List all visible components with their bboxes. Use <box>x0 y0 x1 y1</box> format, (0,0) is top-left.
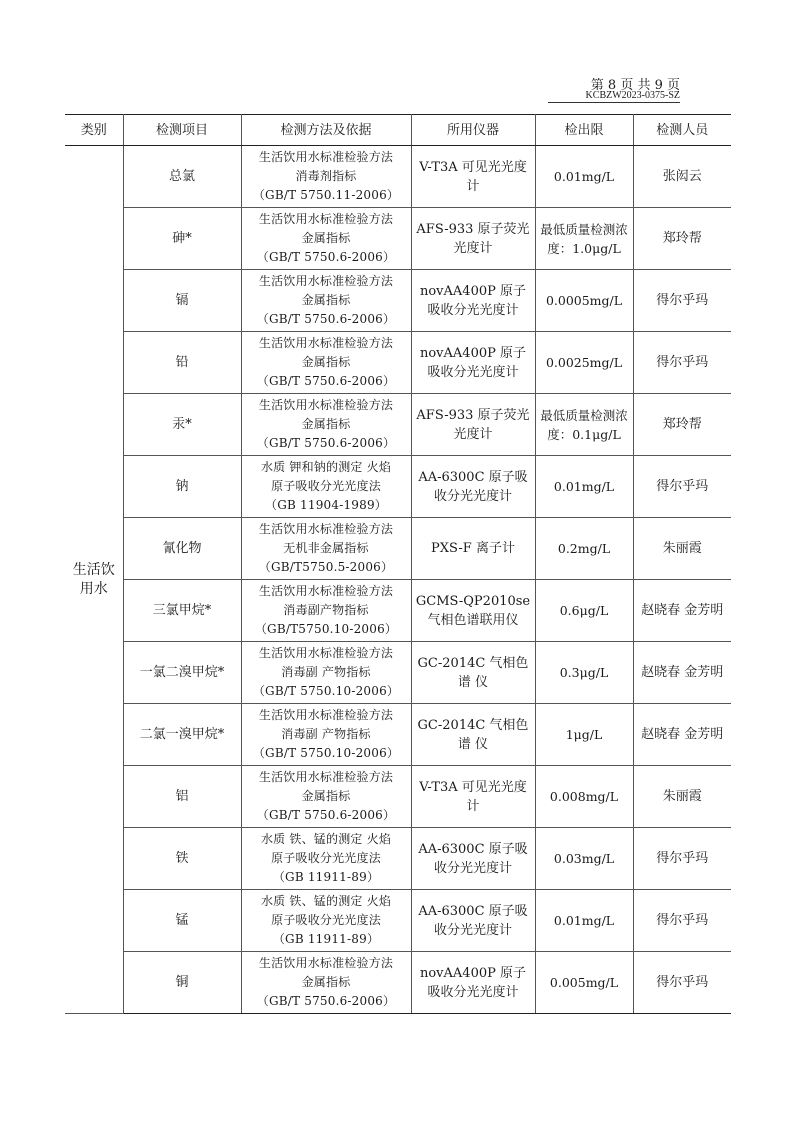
method-line: 生活饮用水标准检验方法 <box>258 770 394 784</box>
category-cell: 生活饮用水 <box>65 146 123 1014</box>
staff-cell: 赵晓春 金芳明 <box>633 704 731 766</box>
instrument-cell: PXS-F 离子计 <box>411 518 535 580</box>
limit-cell: 0.01mg/L <box>535 146 633 208</box>
item-cell: 汞* <box>123 394 241 456</box>
table-row <box>65 952 731 1014</box>
item-cell: 铅 <box>123 332 241 394</box>
method-line: 金属指标 <box>301 231 351 245</box>
limit-cell: 0.005mg/L <box>535 952 633 1014</box>
instrument-cell: novAA400P 原子吸收分光光度计 <box>411 952 535 1014</box>
method-cell <box>241 394 411 456</box>
staff-cell: 赵晓春 金芳明 <box>633 580 731 642</box>
test-results-table <box>65 114 731 1014</box>
instrument-cell: AA-6300C 原子吸收分光光度计 <box>411 828 535 890</box>
table-row <box>65 394 731 456</box>
method-line: （GB 11911-89） <box>272 870 380 884</box>
method-line: 生活饮用水标准检验方法 <box>258 956 394 970</box>
method-line: 原子吸收分光光度法 <box>271 479 381 493</box>
column-header: 检测人员 <box>633 115 731 146</box>
item-cell: 一氯二溴甲烷* <box>123 642 241 704</box>
page-number: 第 8 页 共 9 页 <box>590 78 680 93</box>
column-header: 类别 <box>65 115 123 146</box>
staff-cell: 张闳云 <box>633 146 731 208</box>
method-line: （GB 11904-1989） <box>265 498 387 512</box>
instrument-cell: AA-6300C 原子吸收分光光度计 <box>411 890 535 952</box>
method-cell <box>241 332 411 394</box>
instrument-cell: novAA400P 原子吸收分光光度计 <box>411 270 535 332</box>
instrument-cell: AFS-933 原子荧光光度计 <box>411 394 535 456</box>
method-line: 无机非金属指标 <box>283 541 369 555</box>
method-line: 水质 铁、锰的测定 火焰 <box>260 894 392 908</box>
item-cell: 三氯甲烷* <box>123 580 241 642</box>
method-line: （GB/T 5750.10-2006） <box>252 746 400 760</box>
table-row <box>65 766 731 828</box>
method-cell <box>241 208 411 270</box>
table-row <box>65 270 731 332</box>
method-line: 金属指标 <box>301 975 351 989</box>
method-line: （GB/T 5750.6-2006） <box>256 374 396 388</box>
instrument-cell: GCMS-QP2010se 气相色谱联用仪 <box>411 580 535 642</box>
limit-cell: 最低质量检测浓度：1.0μg/L <box>535 208 633 270</box>
method-line: 水质 钾和钠的测定 火焰 <box>260 460 392 474</box>
staff-cell: 郑玲帮 <box>633 394 731 456</box>
method-cell <box>241 642 411 704</box>
table-row <box>65 580 731 642</box>
method-line: 消毒剂指标 <box>295 169 357 183</box>
table-row <box>65 704 731 766</box>
staff-cell: 得尔乎玛 <box>633 890 731 952</box>
instrument-cell: novAA400P 原子吸收分光光度计 <box>411 332 535 394</box>
method-cell <box>241 704 411 766</box>
method-line: 消毒副产物指标 <box>283 603 369 617</box>
method-line: 原子吸收分光光度法 <box>271 851 381 865</box>
staff-cell: 得尔乎玛 <box>633 828 731 890</box>
table-row <box>65 332 731 394</box>
limit-cell: 0.03mg/L <box>535 828 633 890</box>
staff-cell: 得尔乎玛 <box>633 270 731 332</box>
limit-cell: 0.0025mg/L <box>535 332 633 394</box>
method-line: （GB/T 5750.6-2006） <box>256 994 396 1008</box>
column-header: 检测方法及依据 <box>241 115 411 146</box>
instrument-cell: AA-6300C 原子吸收分光光度计 <box>411 456 535 518</box>
method-line: 生活饮用水标准检验方法 <box>258 522 394 536</box>
table-row <box>65 828 731 890</box>
method-line: 原子吸收分光光度法 <box>271 913 381 927</box>
method-line: 金属指标 <box>301 355 351 369</box>
staff-cell: 郑玲帮 <box>633 208 731 270</box>
method-line: 生活饮用水标准检验方法 <box>258 336 394 350</box>
method-line: 金属指标 <box>301 293 351 307</box>
method-cell <box>241 580 411 642</box>
method-line: 生活饮用水标准检验方法 <box>258 274 394 288</box>
table-row <box>65 642 731 704</box>
report-number: KCBZW2023-0375-SZ <box>548 90 680 103</box>
method-line: 生活饮用水标准检验方法 <box>258 584 394 598</box>
instrument-cell: V-T3A 可见光光度计 <box>411 146 535 208</box>
table-header-row <box>65 115 731 146</box>
limit-cell: 0.0005mg/L <box>535 270 633 332</box>
item-cell: 氰化物 <box>123 518 241 580</box>
method-line: （GB/T5750.5-2006） <box>258 560 394 574</box>
table-row <box>65 146 731 208</box>
method-line: 消毒副 产物指标 <box>281 665 371 679</box>
method-cell <box>241 766 411 828</box>
limit-cell: 1μg/L <box>535 704 633 766</box>
table-row <box>65 456 731 518</box>
method-line: （GB/T 5750.6-2006） <box>256 250 396 264</box>
staff-cell: 朱丽霞 <box>633 766 731 828</box>
staff-cell: 得尔乎玛 <box>633 332 731 394</box>
limit-cell: 0.008mg/L <box>535 766 633 828</box>
staff-cell: 得尔乎玛 <box>633 952 731 1014</box>
item-cell: 锰 <box>123 890 241 952</box>
method-cell <box>241 890 411 952</box>
method-line: （GB/T 5750.6-2006） <box>256 436 396 450</box>
table-row <box>65 518 731 580</box>
method-line: 生活饮用水标准检验方法 <box>258 646 394 660</box>
limit-cell: 最低质量检测浓度：0.1μg/L <box>535 394 633 456</box>
item-cell: 总氯 <box>123 146 241 208</box>
method-line: 生活饮用水标准检验方法 <box>258 212 394 226</box>
table-row <box>65 890 731 952</box>
method-line: 金属指标 <box>301 417 351 431</box>
column-header: 所用仪器 <box>411 115 535 146</box>
method-cell <box>241 146 411 208</box>
method-line: （GB/T 5750.6-2006） <box>256 312 396 326</box>
method-line: （GB/T 5750.6-2006） <box>256 808 396 822</box>
item-cell: 砷* <box>123 208 241 270</box>
limit-cell: 0.01mg/L <box>535 456 633 518</box>
limit-cell: 0.01mg/L <box>535 890 633 952</box>
method-line: 金属指标 <box>301 789 351 803</box>
table-row <box>65 208 731 270</box>
item-cell: 二氯一溴甲烷* <box>123 704 241 766</box>
method-line: （GB/T5750.10-2006） <box>254 622 398 636</box>
method-line: （GB/T 5750.11-2006） <box>252 188 400 202</box>
column-header: 检出限 <box>535 115 633 146</box>
item-cell: 铜 <box>123 952 241 1014</box>
method-line: 生活饮用水标准检验方法 <box>258 398 394 412</box>
item-cell: 铝 <box>123 766 241 828</box>
method-line: （GB/T 5750.10-2006） <box>252 684 400 698</box>
method-line: 水质 铁、锰的测定 火焰 <box>260 832 392 846</box>
item-cell: 镉 <box>123 270 241 332</box>
method-cell <box>241 518 411 580</box>
item-cell: 钠 <box>123 456 241 518</box>
method-line: 消毒副 产物指标 <box>281 727 371 741</box>
instrument-cell: GC-2014C 气相色谱 仪 <box>411 642 535 704</box>
staff-cell: 朱丽霞 <box>633 518 731 580</box>
method-line: （GB 11911-89） <box>272 932 380 946</box>
column-header: 检测项目 <box>123 115 241 146</box>
method-line: 生活饮用水标准检验方法 <box>258 150 394 164</box>
item-cell: 铁 <box>123 828 241 890</box>
staff-cell: 得尔乎玛 <box>633 456 731 518</box>
staff-cell: 赵晓春 金芳明 <box>633 642 731 704</box>
instrument-cell: GC-2014C 气相色谱 仪 <box>411 704 535 766</box>
limit-cell: 0.2mg/L <box>535 518 633 580</box>
instrument-cell: AFS-933 原子荧光光度计 <box>411 208 535 270</box>
instrument-cell: V-T3A 可见光光度计 <box>411 766 535 828</box>
limit-cell: 0.6μg/L <box>535 580 633 642</box>
method-cell <box>241 952 411 1014</box>
method-cell <box>241 456 411 518</box>
method-line: 生活饮用水标准检验方法 <box>258 708 394 722</box>
limit-cell: 0.3μg/L <box>535 642 633 704</box>
method-cell <box>241 270 411 332</box>
method-cell <box>241 828 411 890</box>
